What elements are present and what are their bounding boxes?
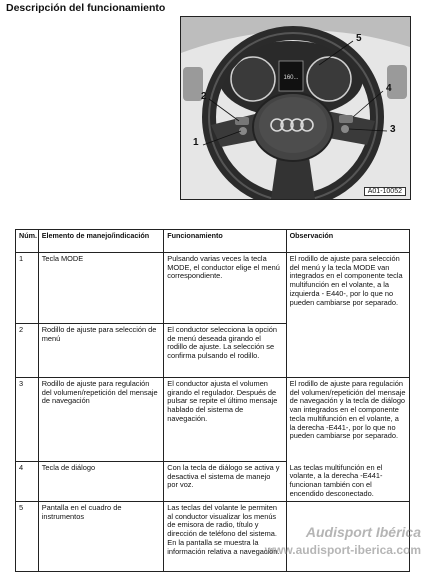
table-row (16, 378, 410, 462)
header-function: Funcionamiento (164, 230, 286, 253)
row-element: Tecla MODE (38, 253, 164, 324)
row-num: 4 (16, 462, 39, 502)
steering-wheel-illustration (181, 17, 410, 199)
row-function: Con la tecla de diálogo se activa y desactiva el sistema de manejo por voz. (164, 462, 286, 502)
row-num: 3 (16, 378, 39, 462)
callout-2: 2 (201, 91, 207, 102)
header-num: Núm. (16, 230, 39, 253)
controls-table (15, 229, 410, 572)
watermark-brand: Audisport Ibérica (305, 524, 421, 540)
row-num: 1 (16, 253, 39, 324)
table-row (16, 462, 410, 502)
row-function: Pulsando varias veces la tecla MODE, el conductor elige el menú correspondiente. (164, 253, 286, 324)
row-num: 5 (16, 502, 39, 572)
steering-wheel-figure (180, 16, 411, 200)
row-element: Rodillo de ajuste para selección de menú (38, 324, 164, 378)
row-element: Tecla de diálogo (38, 462, 164, 502)
callout-1: 1 (193, 137, 199, 148)
row-function: El conductor ajusta el volumen girando el regulador. Después de pulsar se repite el último mensaje hablado del sistema de navegación. (164, 378, 286, 462)
figure-id-label: A01-10052 (364, 187, 406, 196)
table-row (16, 502, 410, 572)
table-row (16, 253, 410, 324)
row-observation: El rodillo de ajuste para regulación del volumen/repetición del mensaje de navegación y la tecla de diálogo van integrados en el componente tecla multifunción en el volante, a la derecha -E441-, por lo que no pueden cambiarse por separado. (286, 378, 409, 462)
row-num: 2 (16, 324, 39, 378)
row-observation: Las teclas multifunción en el volante, a la derecha -E441- funcionan también con el encendido desconectado. (286, 462, 409, 502)
row-observation: El rodillo de ajuste para selección del menú y la tecla MODE van integrados en el componente tecla multifunción en el volante, a la izquierda - E440-, por lo que no pueden cambiarse por separado. (286, 253, 409, 324)
callout-4: 4 (386, 83, 392, 94)
row-function: Las teclas del volante le permiten al conductor visualizar los menús de emisora de radio, título y dirección de teléfono del sistema. En la pantalla se muestra la información relativa a navegación. (164, 502, 286, 572)
table-row (16, 324, 410, 378)
row-element: Pantalla en el cuadro de instrumentos (38, 502, 164, 572)
watermark-url: www.audisport-iberica.com (264, 543, 421, 557)
cluster-display-text: 160... (283, 75, 299, 81)
table-header-row (16, 230, 410, 253)
row-observation (286, 324, 409, 378)
row-function: El conductor selecciona la opción de menú deseada girando el rodillo de ajuste. La selección se confirma pulsando el rodillo. (164, 324, 286, 378)
callout-5: 5 (356, 33, 362, 44)
row-observation (286, 502, 409, 572)
callout-3: 3 (390, 124, 396, 135)
header-element: Elemento de manejo/indicación (38, 230, 164, 253)
row-element: Rodillo de ajuste para regulación del volumen/repetición del mensaje de navegación (38, 378, 164, 462)
header-observation: Observación (286, 230, 409, 253)
page-title: Descripción del funcionamiento (6, 2, 166, 14)
